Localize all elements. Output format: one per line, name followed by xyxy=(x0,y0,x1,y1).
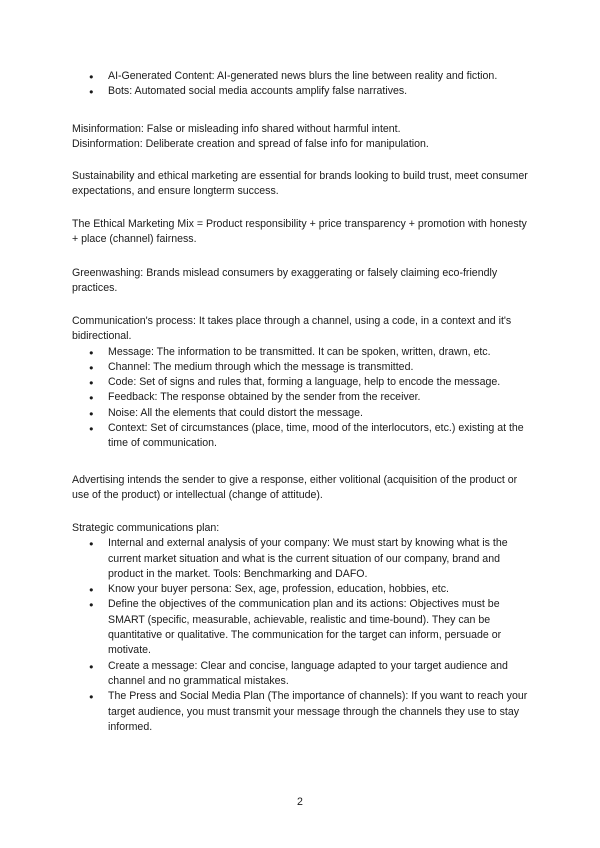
misinformation-definition: Misinformation: False or misleading info shared without harmful intent. xyxy=(72,123,401,135)
list-item: ● Channel: The medium through which the message is transmitted. xyxy=(72,360,532,375)
page-number: 2 xyxy=(297,796,303,808)
list-item: ● Context: Set of circumstances (place, time, mood of the interlocutors, etc.) existing at the time of communication. xyxy=(72,421,532,452)
disinformation-definition: Disinformation: Deliberate creation and spread of false info for manipulation. xyxy=(72,138,429,151)
definitions-paragraph xyxy=(72,122,532,153)
sustainability-paragraph: Sustainability and ethical marketing are essential for brands looking to build trust, meet consumer expectations, and ensure longterm success. xyxy=(72,170,528,198)
list-item: ● Define the objectives of the communication plan and its actions: Objectives must be SMART (specific, measurable, achievable, realistic and time-bound). They can be quantitative or qualitative. The communication for the target can inform, persuade or motivate. xyxy=(72,597,532,658)
list-item: ● Feedback: The response obtained by the sender from the receiver. xyxy=(72,390,532,405)
ethical-mix-paragraph: The Ethical Marketing Mix = Product responsibility + price transparency + promotion with honesty + place (channel) fairness. xyxy=(72,218,527,246)
list-item: ● AI-Generated Content: AI-generated news blurs the line between reality and fiction. xyxy=(72,69,532,84)
list-item: ● Create a message: Clear and concise, language adapted to your target audience and channel and no grammatical mistakes. xyxy=(72,659,532,690)
greenwashing-paragraph: Greenwashing: Brands mislead consumers by exaggerating or falsely claiming eco-friendly practices. xyxy=(72,267,498,295)
list-item: ● Message: The information to be transmitted. It can be spoken, written, drawn, etc. xyxy=(72,345,532,360)
communication-process-section xyxy=(72,314,532,452)
strategic-plan-intro: Strategic communications plan: xyxy=(72,522,220,534)
list-item: ● Code: Set of signs and rules that, forming a language, help to encode the message. xyxy=(72,375,532,390)
list-item: ● Internal and external analysis of your company: We must start by knowing what is the current market situation and what is the current situation of our company, brand and product in the market. Tools: Benchmarking and DAFO. xyxy=(72,536,532,582)
list-item: ● Noise: All the elements that could distort the message. xyxy=(72,406,532,421)
strategic-plan-section xyxy=(72,521,532,735)
list-item: ● The Press and Social Media Plan (The importance of channels): If you want to reach your target audience, you must transmit your message through the channels they use to stay informed. xyxy=(72,689,532,735)
list-item: ● Bots: Automated social media accounts amplify false narratives. xyxy=(72,84,532,99)
ai-threats-list xyxy=(72,69,532,100)
list-item: ● Know your buyer persona: Sex, age, profession, education, hobbies, etc. xyxy=(72,582,532,597)
strategic-plan-list xyxy=(72,536,532,735)
advertising-paragraph: Advertising intends the sender to give a response, either volitional (acquisition of the product or use of the product) or intellectual (change of attitude). xyxy=(72,474,518,502)
communication-elements-list xyxy=(72,345,532,452)
communication-process-intro: Communication's process: It takes place through a channel, using a code, in a context and it's bidirectional. xyxy=(72,315,512,343)
